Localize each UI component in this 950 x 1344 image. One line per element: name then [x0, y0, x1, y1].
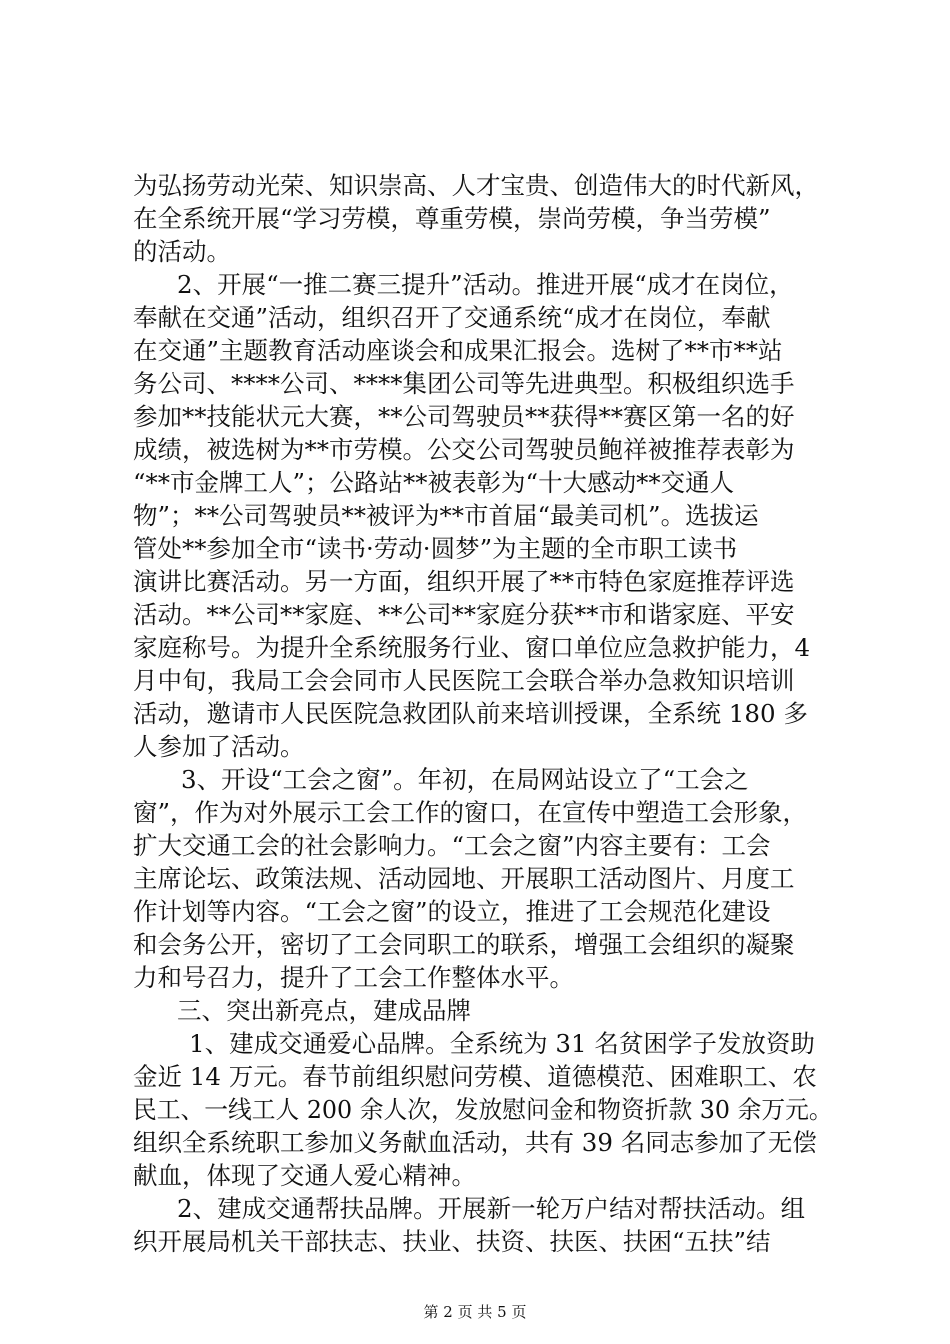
text-line: 金近 14 万元。春节前组织慰问劳模、道德模范、困难职工、农 [133, 1062, 817, 1091]
text-line: 1、建成交通爱心品牌。全系统为 31 名贫困学子发放资助 [189, 1029, 815, 1058]
text-line: 奉献在交通”活动，组织召开了交通系统“成才在岗位，奉献 [133, 303, 771, 332]
text-line: 管处**参加全市“读书·劳动·圆梦”为主题的全市职工读书 [133, 534, 738, 563]
text-line: 活动，邀请市人民医院急救团队前来培训授课，全系统 180 多 [133, 699, 808, 728]
text-line: 献血，体现了交通人爱心精神。 [133, 1161, 476, 1190]
text-line: 家庭称号。为提升全系统服务行业、窗口单位应急救护能力，4 [133, 633, 811, 662]
text-line: 2、建成交通帮扶品牌。开展新一轮万户结对帮扶活动。组 [177, 1194, 806, 1223]
text-line: 扩大交通工会的社会影响力。“工会之窗”内容主要有：工会 [133, 831, 771, 860]
text-line: 务公司、****公司、****集团公司等先进典型。积极组织选手 [133, 369, 795, 398]
text-line: 月中旬，我局工会会同市人民医院工会联合举办急救知识培训 [133, 666, 795, 695]
text-line: 人参加了活动。 [133, 732, 305, 761]
text-line: 物”；**公司驾驶员**被评为**市首届“最美司机”。选拔运 [133, 501, 759, 530]
text-line: 在全系统开展“学习劳模，尊重劳模，崇尚劳模，争当劳模” [133, 204, 771, 233]
text-line: 活动。**公司**家庭、**公司**家庭分获**市和谐家庭、平安 [133, 600, 795, 629]
text-line: 力和号召力，提升了工会工作整体水平。 [133, 963, 574, 992]
text-line: 民工、一线工人 200 余人次，发放慰问金和物资折款 30 余万元。 [133, 1095, 833, 1124]
text-line: 成绩，被选树为**市劳模。公交公司驾驶员鲍祥被推荐表彰为 [133, 435, 795, 464]
text-line: 为弘扬劳动光荣、知识崇高、人才宝贵、创造伟大的时代新风， [133, 171, 819, 200]
text-line: 的活动。 [133, 237, 231, 266]
text-line: 作计划等内容。“工会之窗”的设立，推进了工会规范化建设 [133, 897, 771, 926]
text-line: 2、开展“一推二赛三提升”活动。推进开展“成才在岗位， [177, 270, 794, 299]
text-line: 和会务公开，密切了工会同职工的联系，增强工会组织的凝聚 [133, 930, 795, 959]
text-line: 窗”，作为对外展示工会工作的窗口，在宣传中塑造工会形象， [133, 798, 808, 827]
text-line: “**市金牌工人”；公路站**被表彰为“十大感动**交通人 [133, 468, 735, 497]
text-line: 参加**技能状元大赛，**公司驾驶员**获得**赛区第一名的好 [133, 402, 795, 431]
text-line: 3、开设“工会之窗”。年初，在局网站设立了“工会之 [181, 765, 749, 794]
text-line: 织开展局机关干部扶志、扶业、扶资、扶医、扶困“五扶”结 [133, 1227, 771, 1256]
text-line: 组织全系统职工参加义务献血活动，共有 39 名同志参加了无偿 [133, 1128, 817, 1157]
text-line: 主席论坛、政策法规、活动园地、开展职工活动图片、月度工 [133, 864, 795, 893]
page-number-footer: 第 2 页 共 5 页 [423, 1303, 527, 1321]
section-heading: 三、突出新亮点，建成品牌 [177, 996, 471, 1025]
text-line: 演讲比赛活动。另一方面，组织开展了**市特色家庭推荐评选 [133, 567, 795, 596]
text-line: 在交通”主题教育活动座谈会和成果汇报会。选树了**市**站 [133, 336, 783, 365]
